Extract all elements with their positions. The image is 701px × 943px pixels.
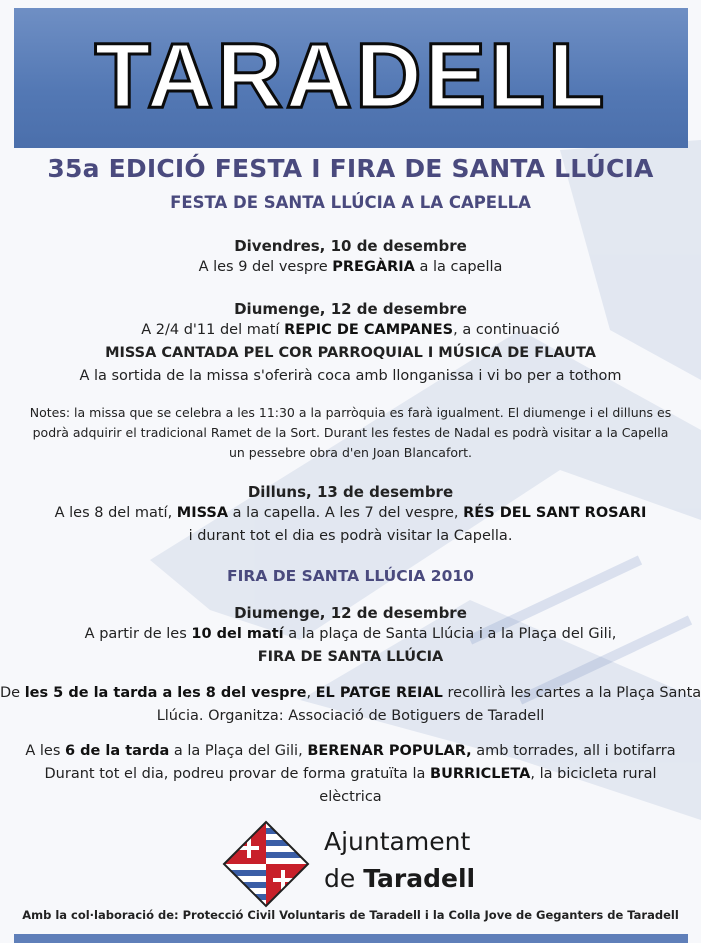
time-highlight: 10 del matí (191, 626, 284, 642)
sunday-line-3: A la sortida de la missa s'oferirà coca amb llonganissa i vi bo per a tothom (79, 368, 622, 384)
rosary-highlight: RÉS DEL SANT ROSARI (463, 505, 647, 521)
page-boy-line-2: Llúcia. Organitza: Associació de Botiguers de Taradell (156, 708, 545, 724)
bells-highlight: REPIC DE CAMPANES (284, 322, 454, 338)
text: Durant tot el dia, podreu provar de forma gratuïta la (44, 766, 431, 782)
text: A les 8 del matí, (54, 505, 177, 521)
sunday-line-1 (0, 322, 701, 338)
edition-heading: 35a EDICIÓ FESTA I FIRA DE SANTA LLÚCIA (47, 154, 654, 183)
notes-line-2: podrà adquirir el tradicional Ramet de la Sort. Durant les festes de Nadal es podrà visitar a la Capella (32, 425, 669, 440)
text: recollirà les cartes a la Plaça Santa (442, 685, 701, 701)
monday-line-2: i durant tot el dia es podrà visitar la Capella. (188, 528, 513, 544)
bike-highlight: BURRICLETA (430, 766, 531, 782)
page-boy-highlight: EL PATGE REIAL (315, 685, 443, 701)
text: amb torrades, all i botifarra (471, 743, 676, 759)
chapel-heading: FESTA DE SANTA LLÚCIA A LA CAPELLA (170, 193, 531, 212)
council-name-line-2 (324, 864, 475, 893)
town-name: Taradell (363, 864, 476, 893)
text: A partir de les (84, 626, 192, 642)
mass-highlight: MISSA (176, 505, 229, 521)
snack-highlight: BERENAR POPULAR, (307, 743, 472, 759)
page-boy-line-1 (0, 685, 701, 701)
town-crest-icon (222, 820, 310, 908)
snack-line (0, 743, 701, 759)
text: A les (25, 743, 66, 759)
fair-date: Diumenge, 12 de desembre (234, 604, 467, 622)
fair-line-1 (0, 626, 701, 642)
town-title: TARADELL (94, 25, 608, 127)
text: de (324, 864, 364, 893)
bike-line-2: elèctrica (319, 789, 382, 805)
text: A 2/4 d'11 del matí (141, 322, 285, 338)
fair-line-2: FIRA DE SANTA LLÚCIA (257, 649, 444, 665)
text: a la Plaça del Gili, (169, 743, 308, 759)
text: a la plaça de Santa Llúcia i a la Plaça del Gili, (283, 626, 617, 642)
friday-date: Divendres, 10 de desembre (234, 237, 467, 255)
text: , (306, 685, 316, 701)
notes-line-1: Notes: la missa que se celebra a les 11:30 a la parròquia es farà igualment. El diumenge i el dilluns es (29, 405, 672, 420)
prayer-highlight: PREGÀRIA (332, 259, 415, 275)
notes-line-3: un pessebre obra d'en Joan Blancafort. (228, 445, 473, 460)
time-highlight: les 5 de la tarda a les 8 del vespre (24, 685, 307, 701)
text: De (0, 685, 25, 701)
text: , la bicicleta rural (530, 766, 657, 782)
time-highlight: 6 de la tarda (65, 743, 170, 759)
title-banner (14, 8, 688, 148)
text: A les 9 del vespre (198, 259, 333, 275)
text: a la capella (414, 259, 503, 275)
monday-date: Dilluns, 13 de desembre (247, 483, 454, 501)
sunday-date: Diumenge, 12 de desembre (234, 300, 467, 318)
fair-heading: FIRA DE SANTA LLÚCIA 2010 (227, 567, 474, 585)
sunday-line-2: MISSA CANTADA PEL COR PARROQUIAL I MÚSICA DE FLAUTA (105, 345, 596, 361)
monday-line-1 (0, 505, 701, 521)
friday-line (0, 259, 701, 275)
council-name-line-1: Ajuntament (324, 827, 471, 856)
text: , a continuació (453, 322, 560, 338)
bike-line-1 (0, 766, 701, 782)
text: a la capella. A les 7 del vespre, (228, 505, 464, 521)
bottom-bar (14, 934, 688, 943)
collaboration-line: Amb la col·laboració de: Protecció Civil Voluntaris de Taradell i la Colla Jove de Geganters de Taradell (22, 908, 679, 922)
